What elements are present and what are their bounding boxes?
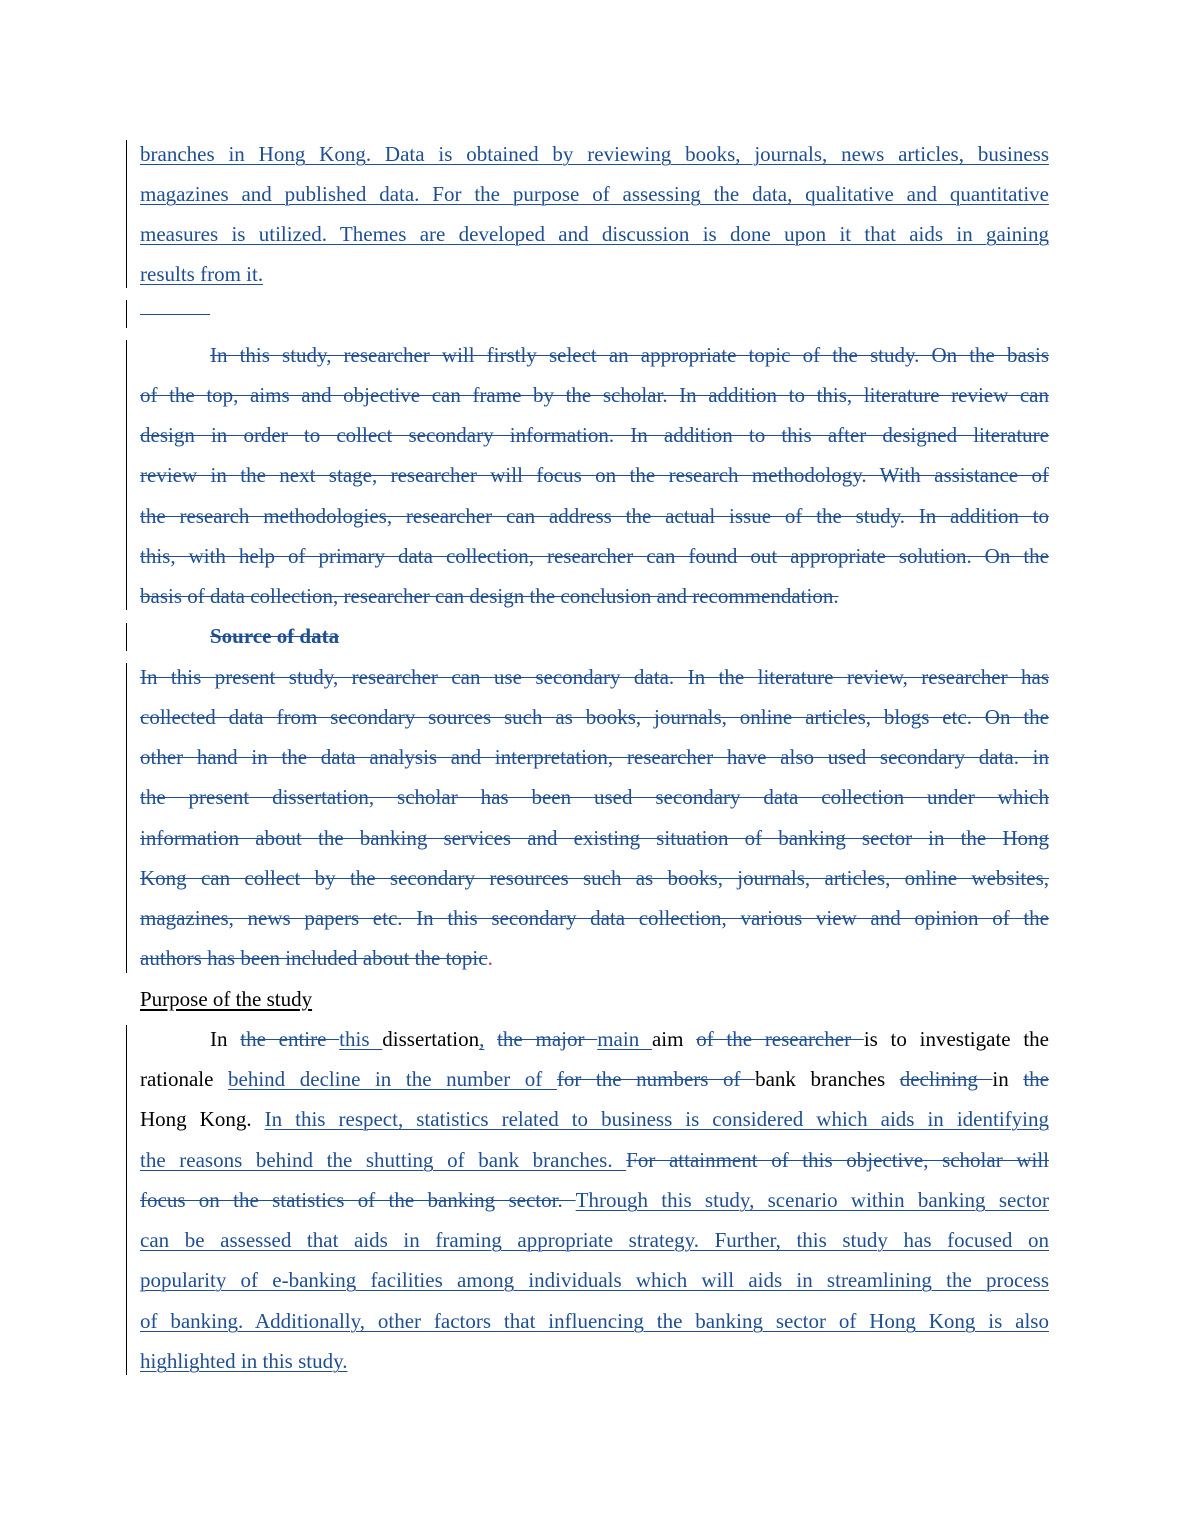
paragraph-line (140, 1341, 1049, 1381)
inserted-text: Additionally, other factors that influencing the banking sector of Hong Kong is also (254, 1309, 1049, 1333)
paragraph-line (140, 214, 1049, 254)
inserted-text: of banking. (140, 1309, 255, 1333)
paragraph-line (140, 375, 1049, 415)
deleted-text: the entire (240, 1027, 340, 1051)
plain-text: Hong Kong. (140, 1107, 265, 1131)
change-bar (126, 1025, 127, 1375)
deleted-text: basis of data collection, researcher can design the conclusion and recommendation. (140, 584, 839, 608)
purpose-heading: Purpose of the study (140, 987, 313, 1011)
plain-text: rationale (140, 1067, 229, 1091)
deleted-text: authors has been included about the topic (140, 946, 488, 970)
inserted-text: highlighted in this study. (140, 1349, 348, 1373)
paragraph-line (140, 657, 1049, 697)
paragraph-line (140, 1301, 1049, 1341)
paragraph-line (140, 536, 1049, 576)
paragraph-line (140, 1140, 1049, 1180)
inserted-period: . (487, 946, 493, 970)
section-heading (210, 616, 1049, 656)
paragraph-line (140, 1260, 1049, 1300)
deleted-text: declining (899, 1067, 993, 1091)
deleted-text: In this study, researcher will firstly select an appropriate topic of the study. On the basis (210, 343, 1049, 367)
paragraph-line (140, 737, 1049, 777)
deleted-text: Kong can collect by the secondary resources such as books, journals, articles, online websites, (140, 866, 1049, 890)
change-bar (126, 663, 127, 973)
inserted-text: popularity of e-banking facilities among individuals which will aids in streamlining the process (140, 1268, 1049, 1292)
inserted-text: Through this study, scenario within banking sector (575, 1188, 1049, 1212)
deleted-text: For attainment of this objective, scholar will (626, 1148, 1049, 1172)
deleted-text: other hand in the data analysis and interpretation, researcher have also used secondary data. in (140, 745, 1049, 769)
deleted-text: the major (497, 1027, 598, 1051)
change-bar (126, 140, 127, 288)
deleted-text: magazines, news papers etc. In this secondary data collection, various view and opinion of the (140, 906, 1049, 930)
plain-text (484, 1027, 497, 1051)
inserted-text: behind decline in the number of (228, 1067, 557, 1091)
deleted-text: for the numbers of (556, 1067, 756, 1091)
plain-text: bank branches (755, 1067, 900, 1091)
paragraph-line (140, 174, 1049, 214)
plain-text: aim (651, 1027, 697, 1051)
paragraph-line (210, 1019, 1049, 1059)
plain-text: dissertation (382, 1027, 480, 1051)
inserted-text: branches in Hong Kong. Data is obtained by reviewing books, journals, news articles, business (140, 142, 1049, 166)
paragraph-line (140, 858, 1049, 898)
paragraph-line (140, 1059, 1049, 1099)
inserted-text: magazines and published data. For the purpose of assessing the data, qualitative and quantitative (140, 182, 1049, 206)
deleted-text: the present dissertation, scholar has been used secondary data collection under which (140, 785, 1049, 809)
inserted-text: main (597, 1027, 652, 1051)
plain-text: In (210, 1027, 241, 1051)
inserted-text: measures is utilized. Themes are developed and discussion is done upon it that aids in gaining (140, 222, 1049, 246)
paragraph-line (140, 1180, 1049, 1220)
paragraph-line (140, 496, 1049, 536)
paragraph-line (140, 697, 1049, 737)
deleted-text: information about the banking services and existing situation of banking sector in the Hong (140, 826, 1049, 850)
deleted-heading: Source of data (210, 624, 340, 648)
inserted-text: can be assessed that aids in framing appropriate strategy. Further, this study has focused on (140, 1228, 1049, 1252)
inserted-text: this (339, 1027, 383, 1051)
deleted-text: the research methodologies, researcher can address the actual issue of the study. In addition to (140, 504, 1049, 528)
paragraph-line (140, 777, 1049, 817)
inserted-tab-mark (140, 314, 210, 315)
inserted-text: the reasons behind the shutting of bank branches. (140, 1148, 627, 1172)
plain-text: is to investigate the (863, 1027, 1049, 1051)
deleted-text: of the top, aims and objective can frame by the scholar. In addition to this, literature review can (140, 383, 1049, 407)
paragraph-line (140, 1220, 1049, 1260)
inserted-text: results from it. (140, 262, 264, 286)
change-bar (126, 340, 127, 610)
paragraph-line (140, 455, 1049, 495)
paragraph-line (140, 134, 1049, 174)
paragraph-line (140, 1099, 1049, 1139)
paragraph-line (140, 415, 1049, 455)
plain-text: in (992, 1067, 1024, 1091)
deleted-text: collected data from secondary sources such as books, journals, online articles, blogs etc. On the (140, 705, 1049, 729)
paragraph-line (140, 898, 1049, 938)
deleted-text: of the researcher (696, 1027, 864, 1051)
paragraph-line (140, 938, 1049, 978)
change-bar (126, 300, 127, 328)
inserted-text: , (479, 1027, 485, 1051)
paragraph-line (140, 576, 1049, 616)
deleted-text: focus on the statistics of the banking sector. (140, 1188, 576, 1212)
section-heading (140, 979, 1049, 1019)
paragraph-line (210, 335, 1049, 375)
deleted-text: this, with help of primary data collection, researcher can found out appropriate solution. On the (140, 544, 1049, 568)
deleted-text: design in order to collect secondary information. In addition to this after designed literature (140, 423, 1049, 447)
paragraph-line (140, 254, 1049, 294)
change-bar (126, 623, 127, 651)
deleted-text: In this present study, researcher can use secondary data. In the literature review, researcher has (140, 665, 1049, 689)
inserted-text: In this respect, statistics related to business is considered which aids in identifying (264, 1107, 1049, 1131)
deleted-text: review in the next stage, researcher will focus on the research methodology. With assistance of (140, 463, 1049, 487)
paragraph-line (140, 818, 1049, 858)
deleted-text: the (1023, 1067, 1049, 1091)
